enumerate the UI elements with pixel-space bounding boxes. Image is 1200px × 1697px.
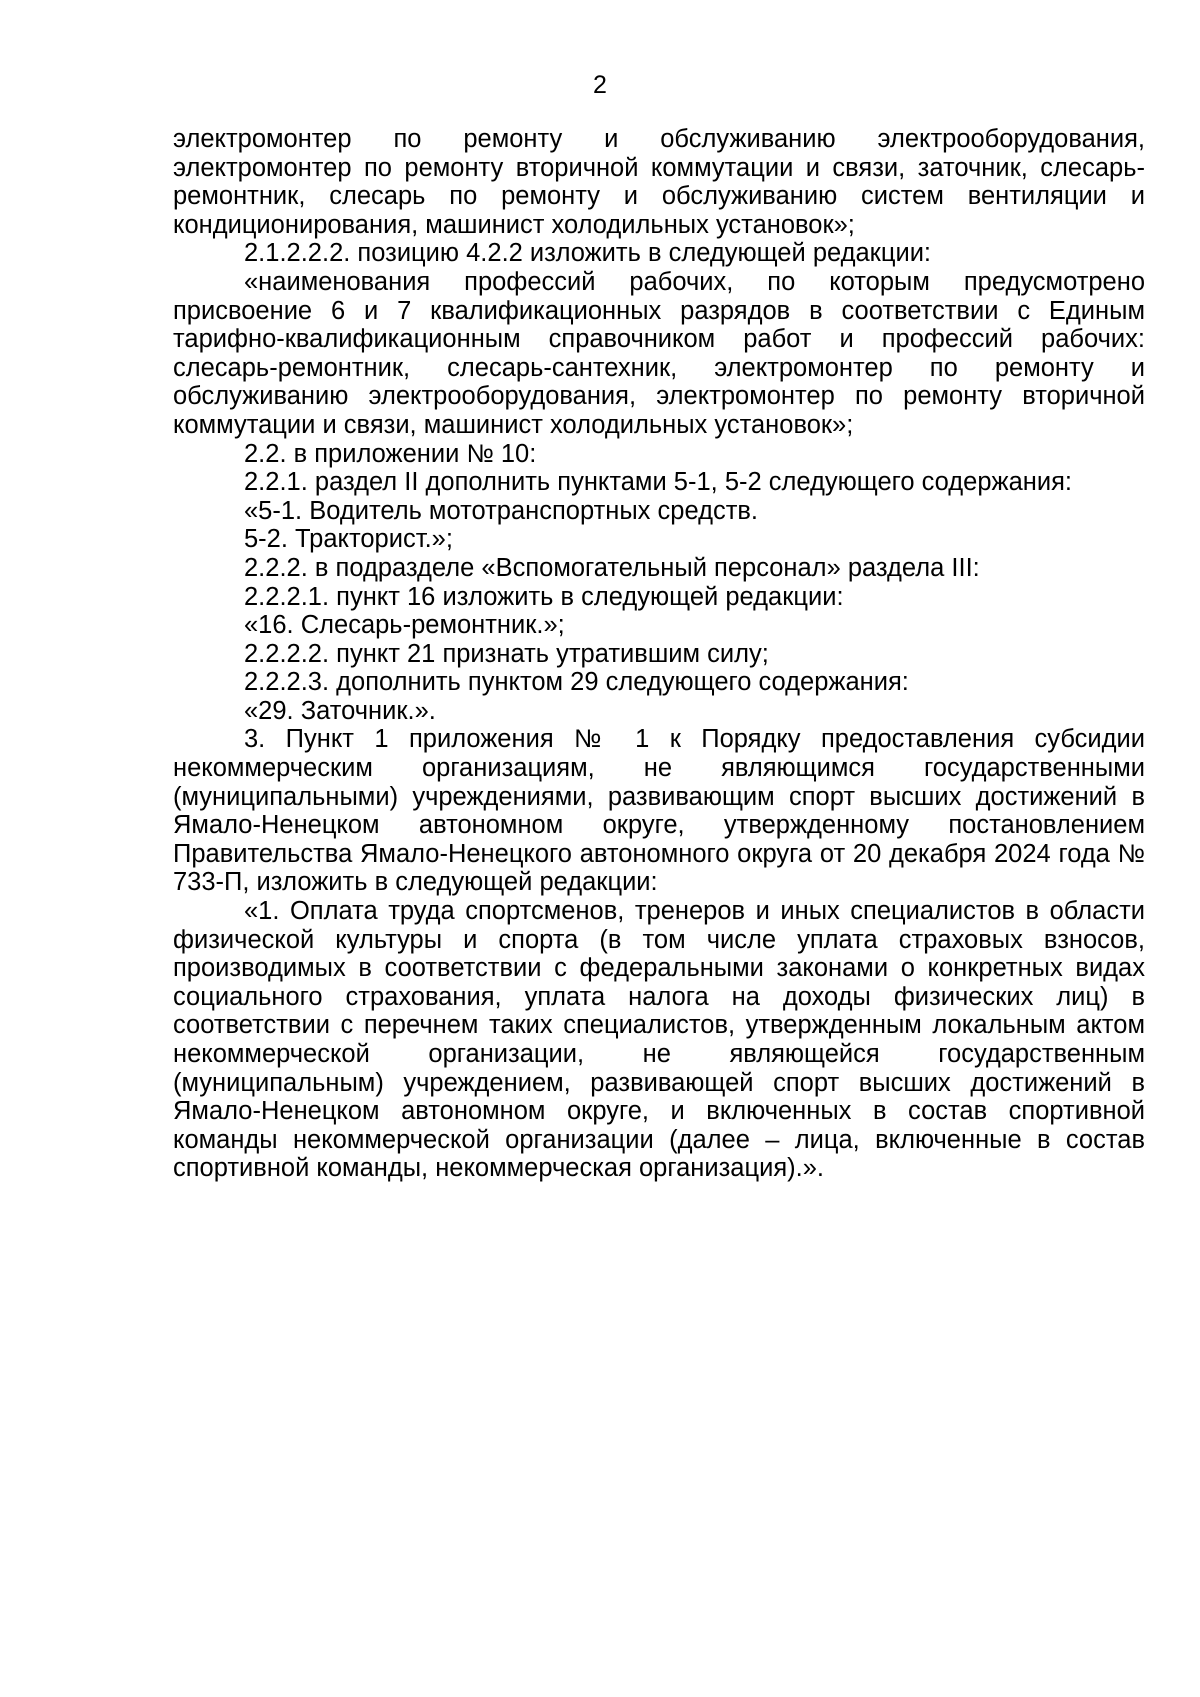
paragraph-2-2-1: 2.2.1. раздел II дополнить пунктами 5-1, 5-2 следующего содержания:	[244, 468, 1073, 497]
paragraph-professions-list: «наименования профессий рабочих, по которым предусмотрено присвоение 6 и 7 квалификационных разрядов в соответствии с Единым тарифно-квалификационным справочником работ и профессий рабочих: слесарь-ремонтник, слесарь-сантехник, электромонтер по ремонту и обслуживанию электрооборудования, электромонтер по ремонту вторичной коммутации и связи, машинист холодильных установок»;	[173, 267, 1145, 439]
paragraph-item-5-1: «5-1. Водитель мототранспортных средств.	[244, 496, 759, 525]
page-number: 2	[593, 71, 607, 99]
paragraph-item-29: «29. Заточник.».	[244, 696, 436, 725]
paragraph-2-2-2: 2.2.2. в подразделе «Вспомогательный персонал» раздела III:	[244, 553, 980, 582]
paragraph-continuation: электромонтер по ремонту и обслуживанию электрооборудования, электромонтер по ремонту вторичной коммутации и связи, заточник, слесарь-ремонтник, слесарь по ремонту и обслуживанию систем вентиляции и кондиционирования, машинист холодильных установок»;	[173, 125, 1145, 239]
paragraph-3: 3. Пункт 1 приложения № 1 к Порядку предоставления субсидии некоммерческим организациям, не являющимся государственными (муниципальными) учреждениями, развивающим спорт высших достижений в Ямало-Ненецком автономном округе, утвержденному постановлением Правительства Ямало-Ненецкого автономного округа от 20 декабря 2024 года № 733-П, изложить в следующей редакции:	[173, 725, 1145, 897]
paragraph-2-1-2-2-2: 2.1.2.2.2. позицию 4.2.2 изложить в следующей редакции:	[244, 239, 932, 268]
paragraph-item-16: «16. Слесарь-ремонтник.»;	[244, 611, 565, 640]
paragraph-2-2-2-3: 2.2.2.3. дополнить пунктом 29 следующего содержания:	[244, 668, 909, 697]
document-body	[173, 125, 1145, 1183]
paragraph-item-1-quote: «1. Оплата труда спортсменов, тренеров и иных специалистов в области физической культуры и спорта (в том числе уплата страховых взносов, производимых в соответствии с федеральными законами о конкретных видах социального страхования, уплата налога на доходы физических лиц) в соответствии с перечнем таких специалистов, утвержденным локальным актом некоммерческой организации, не являющейся государственным (муниципальным) учреждением, развивающей спорт высших достижений в Ямало-Ненецком автономном округе, и включенных в состав спортивной команды некоммерческой организации (далее – лица, включенные в состав спортивной команды, некоммерческая организация).».	[173, 897, 1145, 1183]
paragraph-2-2-2-2: 2.2.2.2. пункт 21 признать утратившим силу;	[244, 639, 769, 668]
paragraph-2-2-2-1: 2.2.2.1. пункт 16 изложить в следующей редакции:	[244, 582, 844, 611]
paragraph-item-5-2: 5-2. Тракторист.»;	[244, 525, 453, 554]
paragraph-2-2: 2.2. в приложении № 10:	[244, 439, 537, 468]
